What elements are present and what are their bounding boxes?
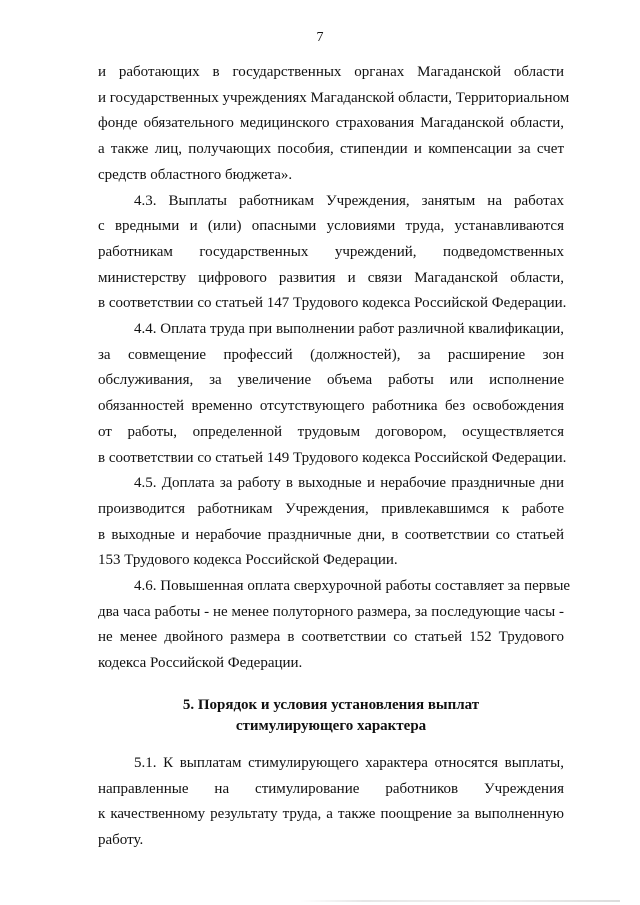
paragraph-4-4 xyxy=(98,317,567,471)
section-heading-line: 5. Порядок и условия установления выплат xyxy=(182,696,480,713)
paragraph-4-3 xyxy=(98,189,567,318)
text-line: 4.5. Доплата за работу в выходные и нерабочие праздничные дни xyxy=(134,475,564,492)
text-line: к качественному результату труда, а также поощрение за выполненную xyxy=(98,806,564,823)
text-line: работу. xyxy=(98,831,144,848)
text-line: два часа работы - не менее полуторного размера, за последующие часы - xyxy=(98,603,564,620)
text-line: средств областного бюджета». xyxy=(98,166,293,183)
paragraph-continuation xyxy=(98,60,570,189)
text-line: от работы, определенной трудовым договором, осуществляется xyxy=(98,423,564,440)
section-heading xyxy=(98,695,564,737)
text-line: в соответствии со статьей 147 Трудового кодекса Российской Федерации. xyxy=(98,295,567,312)
text-line: 4.3. Выплаты работникам Учреждения, занятым на работах xyxy=(134,192,564,209)
text-line: и работающих в государственных органах Магаданской области xyxy=(98,64,564,80)
text-line: в выходные и нерабочие праздничные дни, в соответствии со статьей xyxy=(98,526,564,543)
page-number: 7 xyxy=(316,30,324,45)
text-line: производится работникам Учреждения, привлекавшимся к работе xyxy=(98,500,564,517)
text-line: в соответствии со статьей 149 Трудового кодекса Российской Федерации. xyxy=(98,449,567,466)
text-line: обслуживания, за увеличение объема работы или исполнение xyxy=(98,372,564,389)
text-line: 153 Трудового кодекса Российской Федерации. xyxy=(98,552,398,569)
text-line: работникам государственных учреждений, подведомственных xyxy=(98,243,564,260)
scan-edge-artifact xyxy=(300,900,620,902)
text-line: 5.1. К выплатам стимулирующего характера относятся выплаты, xyxy=(134,754,564,771)
paragraph-4-6 xyxy=(98,574,571,677)
text-line: с вредными и (или) опасными условиями труда, устанавливаются xyxy=(98,218,564,235)
text-line: обязанностей временно отсутствующего работника без освобождения xyxy=(98,398,564,415)
text-line: фонде обязательного медицинского страхования Магаданской области, xyxy=(98,115,564,132)
text-line: за совмещение профессий (должностей), за расширение зон xyxy=(98,346,564,363)
text-line: не менее двойного размера в соответствии со статьей 152 Трудового xyxy=(98,629,564,646)
text-line: 4.4. Оплата труда при выполнении работ различной квалификации, xyxy=(134,321,565,338)
text-line: а также лиц, получающих пособия, стипендии и компенсации за счет xyxy=(98,141,564,158)
text-line: министерству цифрового развития и связи Магаданской области, xyxy=(98,269,564,286)
text-line: и государственных учреждениях Магаданской области, Территориальном xyxy=(98,89,570,106)
text-line: кодекса Российской Федерации. xyxy=(98,655,303,672)
paragraph-5-1 xyxy=(98,751,564,854)
document-body xyxy=(98,60,571,854)
text-line: направленные на стимулирование работников Учреждения xyxy=(98,780,564,797)
text-line: 4.6. Повышенная оплата сверхурочной работы составляет за первые xyxy=(134,578,571,595)
paragraph-4-5 xyxy=(98,471,564,574)
section-heading-line: стимулирующего характера xyxy=(235,717,427,734)
